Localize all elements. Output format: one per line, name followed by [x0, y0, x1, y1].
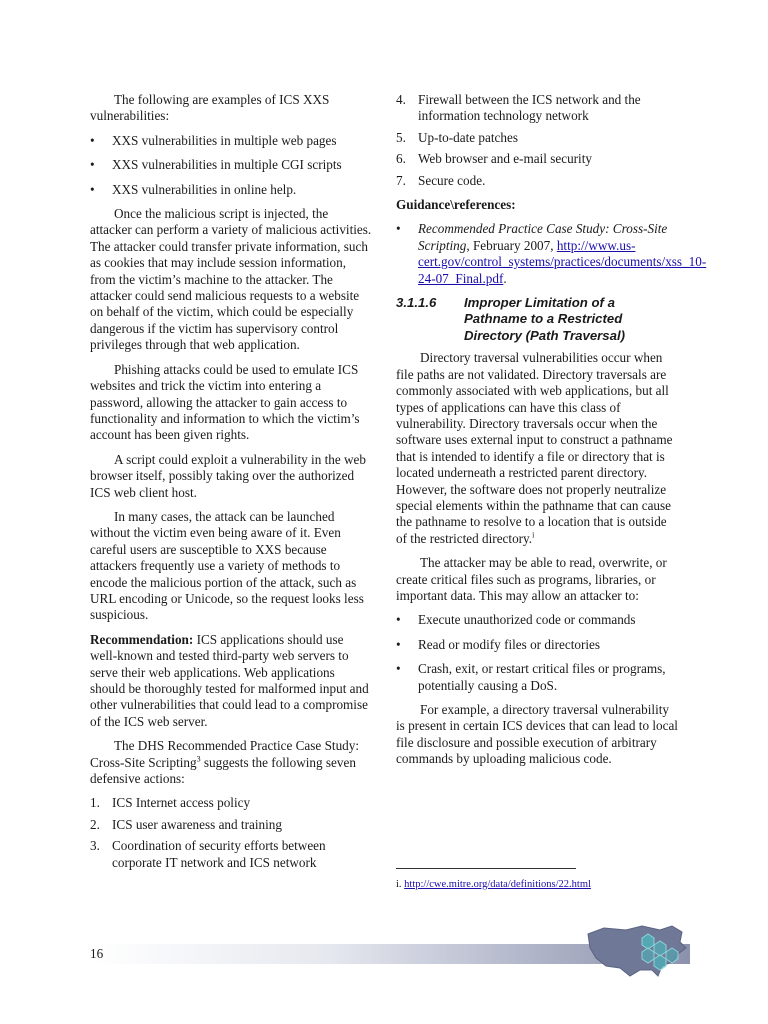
defensive-actions-list	[90, 795, 372, 871]
page-number: 16	[90, 946, 104, 961]
list-item: 3. Coordination of security efforts between corporate IT network and ICS network	[90, 838, 326, 870]
list-item: • Recommended Practice Case Study: Cross-Site Scripting, February 2007, http://www.us-cert.gov/control_systems/practices/documents/xss_10-24-07_Final.pdf.	[396, 221, 707, 286]
footnote	[396, 878, 591, 891]
list-item: 5. Up-to-date patches	[396, 129, 518, 145]
section-heading	[396, 295, 678, 344]
footnote-ref: 3	[196, 754, 201, 764]
bullet-icon: •	[396, 661, 401, 677]
xss-examples-list	[90, 133, 372, 198]
list-item: • XXS vulnerabilities in multiple web pages	[90, 132, 337, 148]
list-item: 6. Web browser and e-mail security	[396, 151, 592, 167]
bullet-icon: •	[90, 132, 95, 148]
list-item: • XXS vulnerabilities in online help.	[90, 181, 297, 197]
example-paragraph: For example, a directory traversal vulnerability is present in certain ICS devices that can lead to local file disclosure and possible execution of arbitrary commands by uploading malicious code.	[396, 702, 678, 767]
injected-script-paragraph: Once the malicious script is injected, the attacker can perform a variety of malicious activities. The attacker could transfer private information, such as cookies that may include session information, from the victim’s machine to the attacker. The attacker could send malicious requests to a website on behalf of the victim, which could be especially dangerous if the victim has supervisory control privileges through that web application.	[90, 206, 372, 353]
list-item: 4. Firewall between the ICS network and the information technology network	[396, 92, 641, 124]
footnote-marker: i.	[396, 879, 402, 890]
list-item: 7. Secure code.	[396, 172, 486, 188]
directory-traversal-paragraph: Directory traversal vulnerabilities occur when file paths are not validated. Directory traversals are commonly associated with web applications, but all types of applications can have this class of vulnerability. Directory traversals occur when the software uses external input to construct a pathname that is intended to identify a file or directory that is located underneath a restricted parent directory. However, the software does not properly neutralize special elements within the pathname that can cause the pathname to resolve to a location that is outside of the restricted directory.$^i$	[396, 350, 673, 546]
list-item: 2. ICS user awareness and training	[90, 816, 282, 832]
bullet-icon: •	[90, 157, 95, 173]
dhs-paragraph: The DHS Recommended Practice Case Study: Cross-Site Scripting$^3$ suggests the following seven defensive actions:	[90, 738, 360, 787]
recommendation-text: ICS applications should use well-known and tested third-party web servers to serve their web applications. Web applications should be thoroughly tested for malformed input and other vulnerabilities that could lead to a compromise of the ICS web server.	[90, 631, 369, 729]
phishing-paragraph: Phishing attacks could be used to emulate ICS websites and trick the victim into entering a password, allowing the attacker to gain access to functionality and information to which the victim’s account has been given rights.	[90, 361, 360, 443]
browser-exploit-paragraph: A script could exploit a vulnerability in the web browser itself, possibly taking over the authorized ICS web client host.	[90, 451, 366, 500]
many-cases-paragraph: In many cases, the attack can be launched without the victim even being aware of it. Even careful users are susceptible to XXS because attackers frequently use a variety of methods to encode the malicious portion of the attack, such as URL encoding or Unicode, so the request looks less suspicious.	[90, 508, 364, 623]
reference-link[interactable]: http://www.us-cert.gov/control_systems/practices/documents/xss_10-24-07_Final.pdf	[418, 237, 707, 286]
bullet-icon: •	[90, 181, 95, 197]
hexagon-icon	[654, 955, 666, 970]
intro-paragraph: The following are examples of ICS XXS vulnerabilities:	[90, 92, 330, 124]
bullet-icon: •	[396, 221, 401, 237]
list-item: • Crash, exit, or restart critical files or programs, potentially causing a DoS.	[396, 661, 666, 693]
recommendation-paragraph	[90, 632, 372, 730]
references-list	[396, 221, 707, 287]
defensive-actions-list-continued	[396, 92, 678, 189]
hexagon-icon	[642, 934, 654, 949]
left-column	[90, 92, 372, 879]
hexagon-icon	[654, 941, 666, 956]
footnote-link[interactable]: http://cwe.mitre.org/data/definitions/22.html	[404, 879, 591, 890]
right-column	[396, 92, 707, 776]
us-map-hexagon-logo-icon	[582, 918, 692, 984]
bullet-icon: •	[396, 612, 401, 628]
list-item: • Read or modify files or directories	[396, 636, 601, 652]
reference-title: Recommended Practice Case Study: Cross-Site Scripting	[418, 221, 668, 253]
hexagon-icon	[642, 948, 654, 963]
footnote-divider	[396, 868, 576, 869]
section-number: 3.1.1.6	[396, 295, 437, 311]
hexagon-icon	[666, 948, 678, 963]
attacker-capabilities-list	[396, 612, 678, 694]
bullet-icon: •	[396, 636, 401, 652]
guidance-heading: Guidance\references:	[396, 197, 516, 213]
list-item: 1. ICS Internet access policy	[90, 795, 251, 811]
section-title: Improper Limitation of a Pathname to a Restricted Directory (Path Traversal)	[464, 295, 626, 343]
list-item: • Execute unauthorized code or commands	[396, 612, 636, 628]
recommendation-label: Recommendation:	[90, 631, 194, 647]
footnote-ref: i	[532, 530, 535, 540]
list-item: • XXS vulnerabilities in multiple CGI scripts	[90, 157, 342, 173]
attacker-paragraph: The attacker may be able to read, overwrite, or create critical files such as programs, libraries, or important data. This may allow an attacker to:	[396, 555, 667, 603]
